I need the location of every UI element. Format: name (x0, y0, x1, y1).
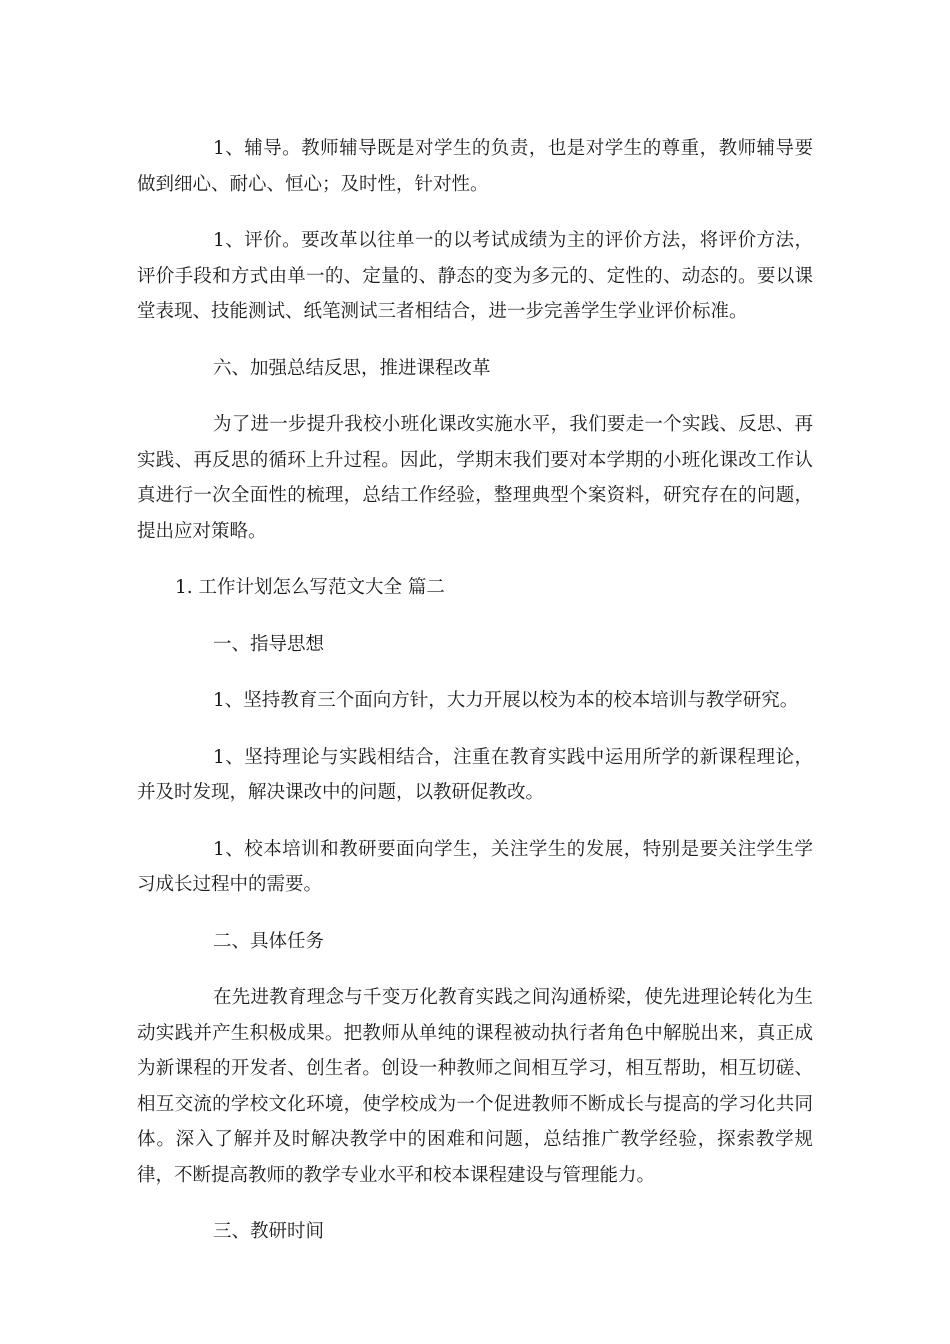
section-heading-one: 一、指导思想 (213, 633, 325, 655)
section-heading-three: 三、教研时间 (213, 1221, 325, 1242)
document-body (137, 131, 813, 1271)
paragraph-guideline-2: 1、坚持理论与实践相结合，注重在教育实践中运用所学的新课程理论，并及时发现，解决课改中的问题，以教研促教改。 (137, 746, 813, 803)
paragraph-tutoring: 1、辅导。教师辅导既是对学生的负责，也是对学生的尊重，教师辅导要做到细心、耐心、恒心；及时性，针对性。 (137, 138, 813, 195)
article-subtitle: 1. 工作计划怎么写范文大全 篇二 (175, 577, 445, 598)
paragraph-guideline-1: 1、坚持教育三个面向方针，大力开展以校为本的校本培训与教学研究。 (213, 690, 799, 711)
section-heading-two: 二、具体任务 (213, 930, 325, 952)
paragraph-evaluation: 1、评价。要改革以往单一的以考试成绩为主的评价方法，将评价方法，评价手段和方式由单一的、定量的、静态的变为多元的、定性的、动态的。要以课堂表现、技能测试、纸笔测试三者相结合，进一步完善学生学业评价标准。 (137, 230, 813, 322)
paragraph-guideline-3: 1、校本培训和教研要面向学生，关注学生的发展，特别是要关注学生学习成长过程中的需要。 (137, 838, 813, 895)
section-heading-six: 六、加强总结反思，推进课程改革 (213, 357, 491, 379)
paragraph-tasks: 在先进教育理念与千变万化教育实践之间沟通桥梁，使先进理论转化为生动实践并产生积极成果。把教师从单纯的课程被动执行者角色中解脱出来，真正成为新课程的开发者、创生者。创设一种教师之间相互学习，相互帮助，相互切磋、相互交流的学校文化环境，使学校成为一个促进教师不断成长与提高的学习化共同体。深入了解并及时解决教学中的困难和问题，总结推广教学经验，探索教学规律，不断提高教师的教学专业水平和校本课程建设与管理能力。 (137, 987, 813, 1186)
paragraph-reflection: 为了进一步提升我校小班化课改实施水平，我们要走一个实践、反思、再实践、再反思的循环上升过程。因此，学期末我们要对本学期的小班化课改工作认真进行一次全面性的梳理，总结工作经验，整理典型个案资料，研究存在的问题，提出应对策略。 (137, 414, 813, 542)
